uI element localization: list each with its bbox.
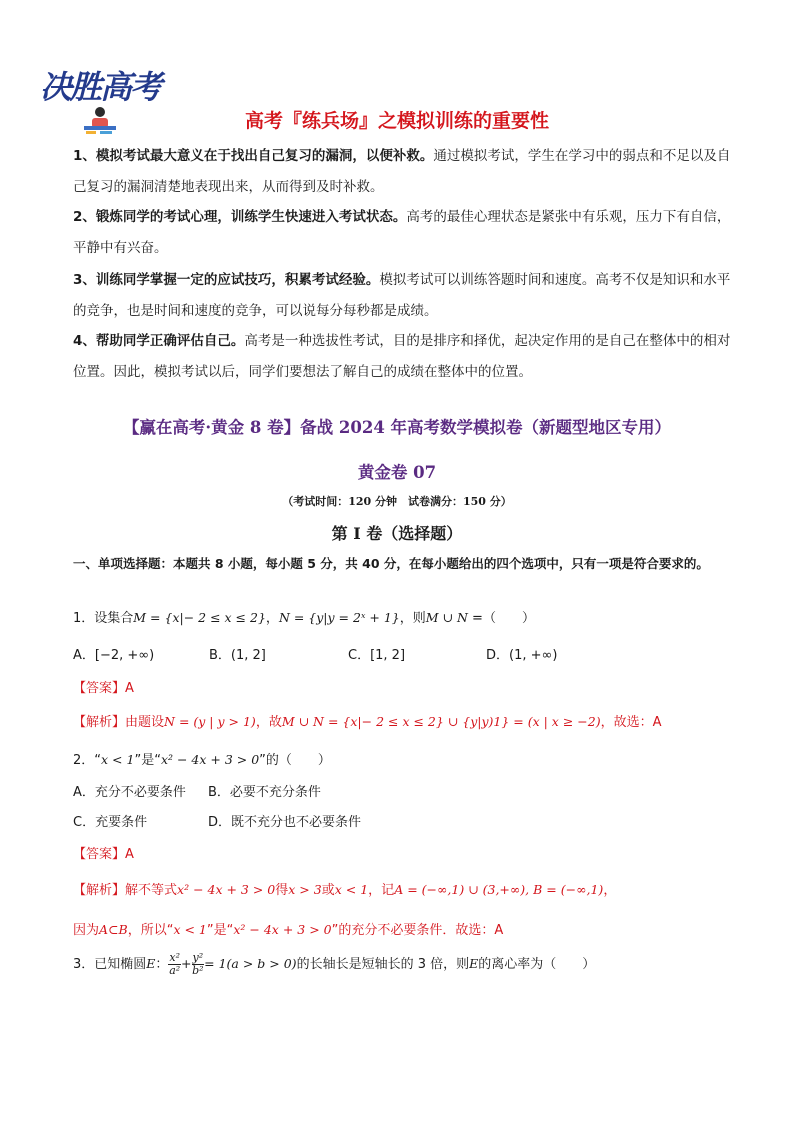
logo-brand-text: 决胜高考 [40, 68, 161, 106]
q3-fy-num: y² [192, 951, 204, 964]
q2-analysis-m4: A = (−∞,1) ∪ (3,+∞), B = (−∞,1) [394, 882, 604, 897]
q1-option-a: A．[−2, +∞) [73, 648, 155, 663]
q3-stem-a: 3．已知椭圆 [73, 957, 147, 972]
q2-stem-c: ”的（ ） [259, 753, 331, 768]
intro-point-4-text: 高考是一种选拔性考试，目的是排序和择优，起决定作用的是自己在整体中的相对位置。因此，模拟考试以后，同学们要想法了解自己的成绩在整体中的位置。 [73, 333, 731, 380]
exam-main-title: 【赢在高考·黄金 8 卷】备战 2024 年高考数学模拟卷（新题型地区专用） [122, 418, 672, 437]
q2-analysis-c: 或 [321, 883, 335, 898]
intro-point-3-bold: 3、训练同学掌握一定的应试技巧，积累考试经验。 [73, 272, 380, 288]
q2-line2-m3: x² − 4x + 3 > 0 [233, 922, 332, 937]
q2-analysis-m3: x < 1 [334, 882, 369, 897]
q3-fy-den: b² [192, 964, 204, 977]
q2-line2-c: ”是“ [206, 923, 234, 938]
q1-answer-value: A [125, 681, 134, 696]
q1-analysis-m2: M ∪ N = {x|− 2 ≤ x ≤ 2} ∪ {y|y)1} = (x | x ≥ −2) [281, 714, 601, 729]
q2-analysis-m2: x > 3 [288, 882, 322, 897]
part-title: 第 I 卷（选择题） [331, 524, 463, 543]
q2-cond1: x < 1 [101, 752, 135, 767]
q3-fx-num: x² [169, 951, 181, 964]
q3-ecc-var: E [469, 956, 479, 971]
q2-line2-a: 因为 [73, 923, 100, 938]
q3-eq-rest: = 1(a > b > 0) [204, 956, 297, 971]
q2-option-c: C．充要条件 [73, 815, 148, 830]
q2-analysis [73, 879, 616, 898]
q2-analysis-b: 得 [275, 883, 289, 898]
exam-sub-title: 黄金卷 07 [357, 463, 437, 482]
intro-point-4 [73, 326, 733, 388]
q2-line2-m2: x < 1 [173, 922, 207, 937]
q3-ellipse-name: E [146, 956, 156, 971]
q1-stem-c: =（ ） [467, 611, 535, 626]
intro-point-2 [73, 202, 733, 264]
intro-point-2-bold: 2、锻炼同学的考试心理，训练学生快速进入考试状态。 [73, 209, 407, 225]
section-instructions: 一、单项选择题：本题共 8 小题，每小题 5 分，共 40 分，在每小题给出的四个选项中，只有一项是符合要求的。 [73, 556, 709, 571]
q3-stem [73, 952, 595, 977]
q2-line2-d: ”的充分不必要条件．故选：A [331, 923, 504, 938]
intro-point-3-text: 模拟考试可以训练答题时间和速度。高考不仅是知识和水平的竞争，也是时间和速度的竞争，可以说每分每秒都是成绩。 [73, 272, 731, 319]
q1-set-m: M = {x|− 2 ≤ x ≤ 2} [133, 610, 266, 625]
q2-answer [73, 843, 134, 862]
q1-option-c: C．[1, 2] [348, 648, 406, 663]
q1-analysis [73, 711, 662, 730]
intro-title: 高考『练兵场』之模拟训练的重要性 [244, 110, 549, 132]
q2-line2-m1: A⊂B [99, 922, 128, 937]
q2-answer-label: 【答案】 [73, 847, 126, 862]
q1-analysis-b: ，故 [255, 715, 282, 730]
q1-answer-label: 【答案】 [73, 681, 126, 696]
intro-point-2-text: 高考的最佳心理状态是紧张中有乐观，压力下有自信，平静中有兴奋。 [73, 209, 731, 256]
q1-answer [73, 677, 134, 696]
q3-plus: + [181, 956, 192, 971]
q1-stem [73, 607, 535, 626]
q1-sep: ， [265, 611, 279, 626]
q2-analysis-d: ，记 [368, 883, 395, 898]
intro-point-3 [73, 265, 733, 327]
q2-option-a: A．充分不必要条件 [73, 785, 186, 800]
q2-stem-a: 2．“ [73, 753, 102, 768]
q3-fx-den: a² [169, 964, 181, 977]
q2-analysis-a: 解不等式 [125, 883, 178, 898]
q1-option-d: D．(1, +∞) [486, 648, 558, 663]
q2-cond2: x² − 4x + 3 > 0 [160, 752, 260, 767]
q1-analysis-c: ，故选：A [600, 715, 662, 730]
q1-union: M ∪ N [425, 610, 468, 625]
intro-point-4-bold: 4、帮助同学正确评估自己。 [73, 333, 245, 349]
q3-fraction-y [192, 952, 205, 977]
q1-stem-a: 1．设集合 [73, 611, 134, 626]
intro-point-1-bold: 1、模拟考试最大意义在于找出自己复习的漏洞，以便补救。 [73, 148, 434, 164]
q2-line2-b: ，所以“ [127, 923, 174, 938]
q2-analysis-e: ， [603, 883, 617, 898]
q1-analysis-a: 由题设 [125, 715, 165, 730]
q2-answer-value: A [125, 847, 134, 862]
intro-point-1 [73, 141, 733, 203]
q1-stem-b: ，则 [399, 611, 426, 626]
q2-analysis-label: 【解析】 [73, 883, 126, 898]
q3-fraction-x [168, 952, 181, 977]
q1-analysis-label: 【解析】 [73, 715, 126, 730]
exam-info: （考试时间：120 分钟 试卷满分：150 分） [282, 495, 512, 508]
q2-stem-b: ”是“ [134, 753, 161, 768]
intro-point-1-text: 通过模拟考试，学生在学习中的弱点和不足以及自己复习的漏洞清楚地表现出来，从而得到及时补救。 [73, 148, 731, 195]
q1-analysis-m1: N = (y | y > 1) [164, 714, 256, 729]
q3-stem-b: 的长轴长是短轴长的 3 倍，则 [296, 957, 470, 972]
q3-stem-c: 的离心率为（ ） [478, 957, 596, 972]
q2-option-d: D．既不充分也不必要条件 [208, 815, 362, 830]
q2-option-b: B．必要不充分条件 [208, 785, 321, 800]
q2-analysis-m1: x² − 4x + 3 > 0 [177, 882, 276, 897]
q1-set-n: N = {y|y = 2ˣ + 1} [278, 610, 400, 625]
q2-stem [73, 749, 331, 768]
q1-option-b: B．(1, 2] [209, 648, 266, 663]
q2-analysis-line2 [73, 919, 503, 938]
q3-colon: ： [155, 957, 169, 972]
